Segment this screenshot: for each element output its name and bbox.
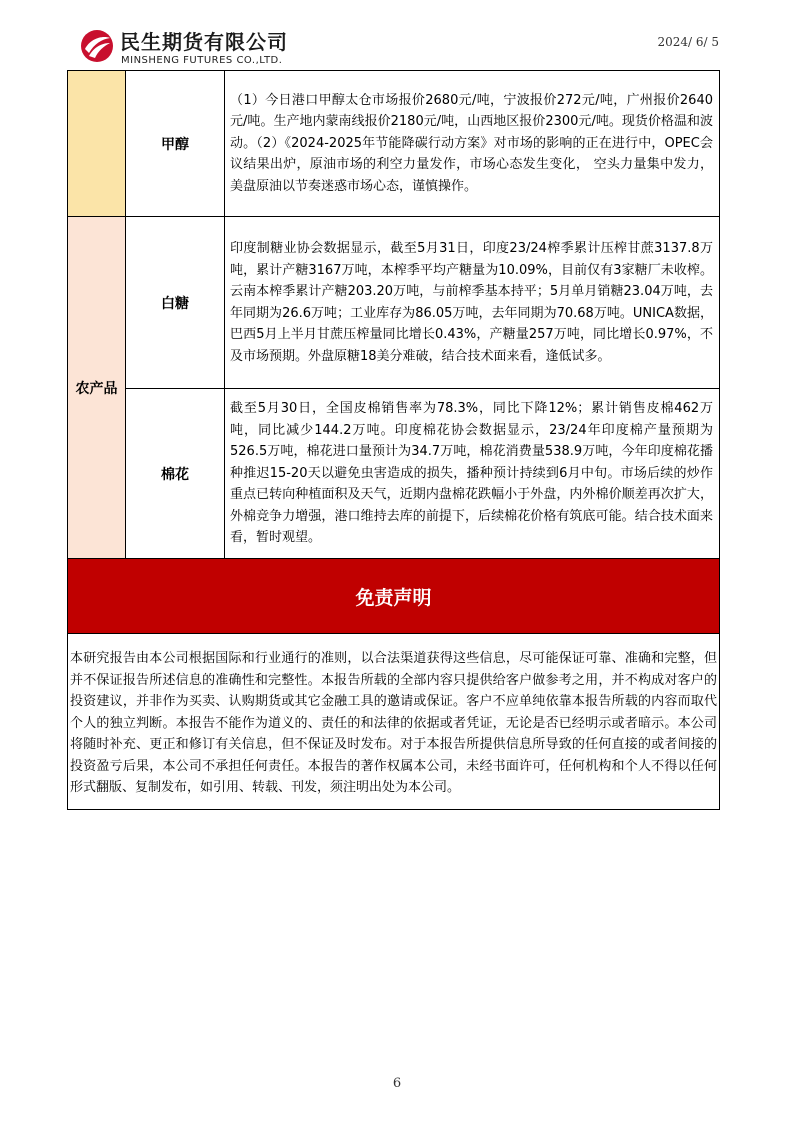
disclaimer-body-row — [68, 642, 720, 809]
disclaimer-title: 免责声明 — [68, 559, 720, 634]
company-name-cn: 民生期货有限公司 — [120, 30, 288, 54]
page-number: 6 — [392, 1076, 402, 1091]
minsheng-logo-icon — [80, 29, 114, 63]
table-row-methanol — [68, 71, 720, 217]
item-name-methanol: 甲醇 — [126, 71, 225, 217]
category-cell-energy — [68, 71, 126, 217]
company-name-en: MINSHENG FUTURES CO.,LTD. — [121, 55, 283, 66]
commodity-table — [67, 70, 720, 810]
category-cell-agriculture: 农产品 — [68, 217, 126, 559]
item-analysis-sugar: 印度制糖业协会数据显示，截至5月31日，印度23/24榨季累计压榨甘蔗3137.8万吨，累计产糖3167万吨，本榨季平均产糖量为10.09%，目前仅有3家糖厂未收榨。云南本榨季累计产糖203.20万吨，与前榨季基本持平；5月单月销糖23.04万吨，去年同期为26.6万吨；工业库存为86.05万吨，去年同期为70.68万吨。UNICA数据，巴西5月上半月甘蔗压榨量同比增长0.43%，产糖量257万吨，同比增长0.97%，不及市场预期。外盘原糖18美分难破，结合技术面来看，逢低试多。 — [225, 217, 720, 389]
table-row-sugar — [68, 217, 720, 389]
disclaimer-title-row — [68, 559, 720, 634]
report-date: 2024/ 6/ 5 — [657, 35, 719, 49]
item-name-sugar: 白糖 — [126, 217, 225, 389]
disclaimer-spacer — [68, 634, 720, 643]
table-row-cotton — [68, 389, 720, 559]
item-analysis-methanol: （1）今日港口甲醇太仓市场报价2680元/吨，宁波报价272元/吨，广州报价2640元/吨。生产地内蒙南线报价2180元/吨，山西地区报价2300元/吨。现货价格温和波动。（2）《2024-2025年节能降碳行动方案》对市场的影响的正在进行中，OPEC会议结果出炉，原油市场的利空力量发作，市场心态发生变化， 空头力量集中发力，美盘原油以节奏迷惑市场心态，谨慎操作。 — [225, 71, 720, 217]
disclaimer-text: 本研究报告由本公司根据国际和行业通行的准则，以合法渠道获得这些信息，尽可能保证可靠、准确和完整，但并不保证报告所述信息的准确性和完整性。本报告所载的全部内容只提供给客户做参考之用，并不构成对客户的投资建议，并非作为买卖、认购期货或其它金融工具的邀请或保证。客户不应单纯依靠本报告所载的内容而取代个人的独立判断。本报告不能作为道义的、责任的和法律的依据或者凭证，无论是否已经明示或者暗示。本公司将随时补充、更正和修订有关信息，但不保证及时发布。对于本报告所提供信息所导致的任何直接的或者间接的投资盈亏后果，本公司不承担任何责任。本报告的著作权属本公司，未经书面许可，任何机构和个人不得以任何形式翻版、复制发布，如引用、转载、刊发，须注明出处为本公司。 — [68, 642, 720, 809]
page-header — [0, 0, 794, 70]
item-name-cotton: 棉花 — [126, 389, 225, 559]
item-analysis-cotton: 截至5月30日，全国皮棉销售率为78.3%，同比下降12%；累计销售皮棉462万吨，同比减少144.2万吨。印度棉花协会数据显示，23/24年印度棉产量预期为526.5万吨，棉花进口量预计为34.7万吨，棉花消费量538.9万吨，今年印度棉花播种推迟15-20天以避免虫害造成的损失，播种预计持续到6月中旬。市场后续的炒作重点已转向种植面积及天气，近期内盘棉花跌幅小于外盘，内外棉价顺差再次扩大，外棉竞争力增强，港口维持去库的前提下，后续棉花价格有筑底可能。结合技术面来看，暂时观望。 — [225, 389, 720, 559]
